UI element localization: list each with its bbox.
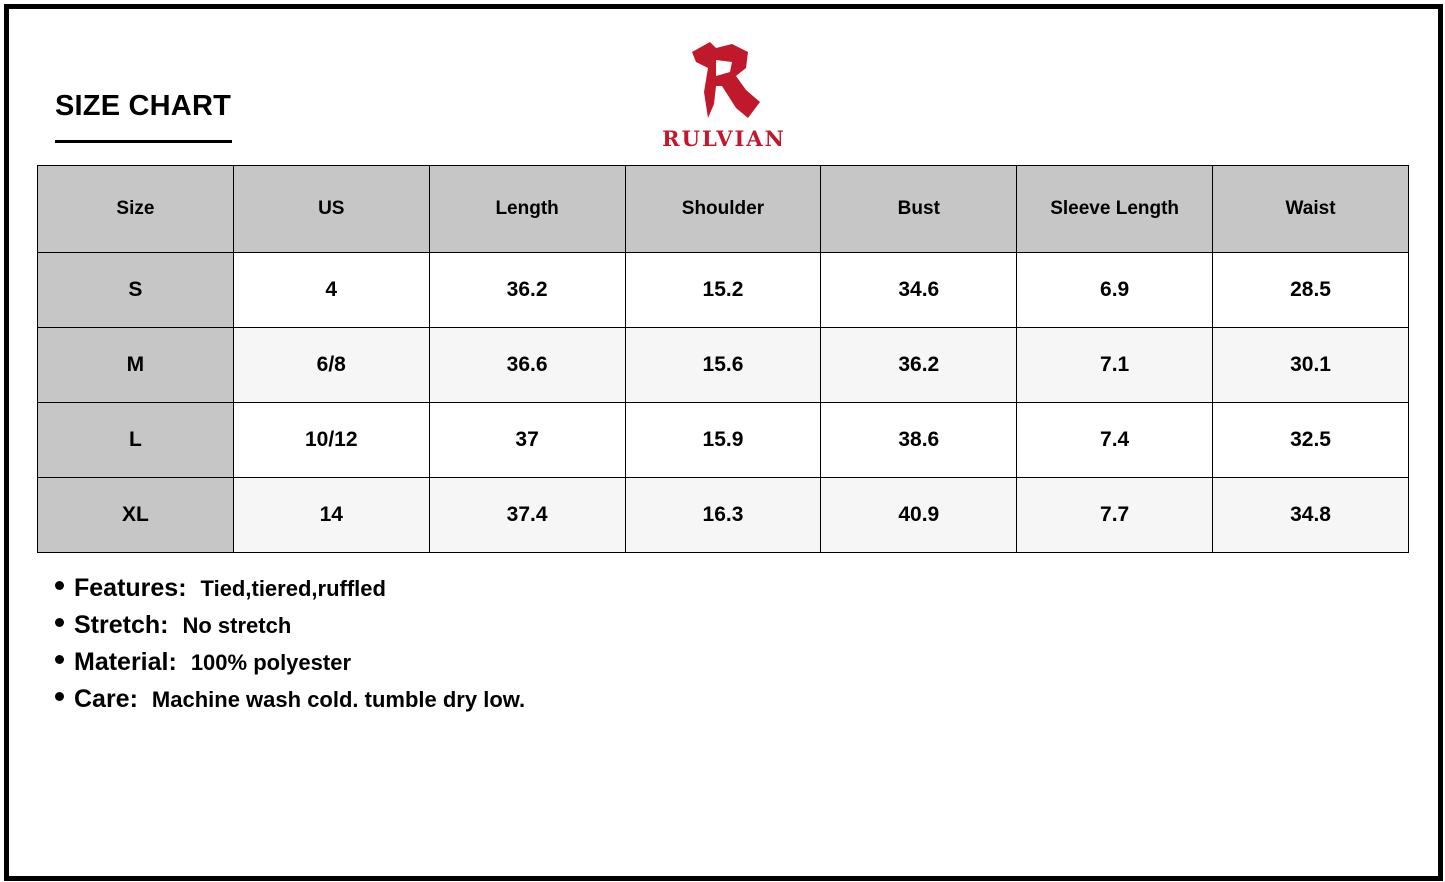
table-cell: 7.7 <box>1017 478 1213 553</box>
table-cell: 36.6 <box>429 328 625 403</box>
table-row <box>38 478 1409 553</box>
table-cell: 16.3 <box>625 478 821 553</box>
table-cell: 7.4 <box>1017 403 1213 478</box>
table-cell: 10/12 <box>233 403 429 478</box>
table-cell: 4 <box>233 253 429 328</box>
page-title: SIZE CHART <box>55 90 231 122</box>
size-cell: S <box>38 253 234 328</box>
feature-list <box>55 574 525 722</box>
brand-name: RULVIAN <box>662 126 786 151</box>
feature-label: Features: <box>74 574 187 602</box>
table-cell: 34.8 <box>1213 478 1409 553</box>
bullet-icon <box>55 655 64 664</box>
header-size: Size <box>38 166 234 253</box>
table-cell: 14 <box>233 478 429 553</box>
list-item <box>55 685 525 722</box>
list-item <box>55 648 525 685</box>
table-cell: 15.6 <box>625 328 821 403</box>
feature-label: Stretch: <box>74 611 169 639</box>
table-cell: 38.6 <box>821 403 1017 478</box>
table-cell: 36.2 <box>821 328 1017 403</box>
table-cell: 32.5 <box>1213 403 1409 478</box>
size-cell: M <box>38 328 234 403</box>
title-underline <box>55 140 232 143</box>
table-cell: 28.5 <box>1213 253 1409 328</box>
bullet-icon <box>55 618 64 627</box>
feature-label: Care: <box>74 685 138 713</box>
header-shoulder: Shoulder <box>625 166 821 253</box>
table-cell: 40.9 <box>821 478 1017 553</box>
list-item <box>55 574 525 611</box>
brand-logo <box>648 38 800 153</box>
table-cell: 36.2 <box>429 253 625 328</box>
table-row <box>38 253 1409 328</box>
size-cell: L <box>38 403 234 478</box>
size-cell: XL <box>38 478 234 553</box>
table-cell: 6/8 <box>233 328 429 403</box>
feature-value: Tied,tiered,ruffled <box>200 576 386 601</box>
brand-logo-mark <box>686 38 762 122</box>
feature-value: 100% polyester <box>190 650 352 675</box>
table-cell: 15.2 <box>625 253 821 328</box>
size-table <box>37 165 1409 553</box>
header-us: US <box>233 166 429 253</box>
bullet-icon <box>55 692 64 701</box>
table-row <box>38 403 1409 478</box>
table-cell: 6.9 <box>1017 253 1213 328</box>
table-cell: 7.1 <box>1017 328 1213 403</box>
header-bust: Bust <box>821 166 1017 253</box>
feature-value: Machine wash cold. tumble dry low. <box>151 687 526 712</box>
feature-label: Material: <box>74 648 177 676</box>
table-cell: 37 <box>429 403 625 478</box>
table-cell: 30.1 <box>1213 328 1409 403</box>
table-row <box>38 328 1409 403</box>
feature-value: No stretch <box>182 613 292 638</box>
table-cell: 34.6 <box>821 253 1017 328</box>
list-item <box>55 611 525 648</box>
table-cell: 37.4 <box>429 478 625 553</box>
header-sleeve-length: Sleeve Length <box>1017 166 1213 253</box>
table-cell: 15.9 <box>625 403 821 478</box>
header-length: Length <box>429 166 625 253</box>
header-waist: Waist <box>1213 166 1409 253</box>
bullet-icon <box>55 581 64 590</box>
table-header-row <box>38 166 1409 253</box>
